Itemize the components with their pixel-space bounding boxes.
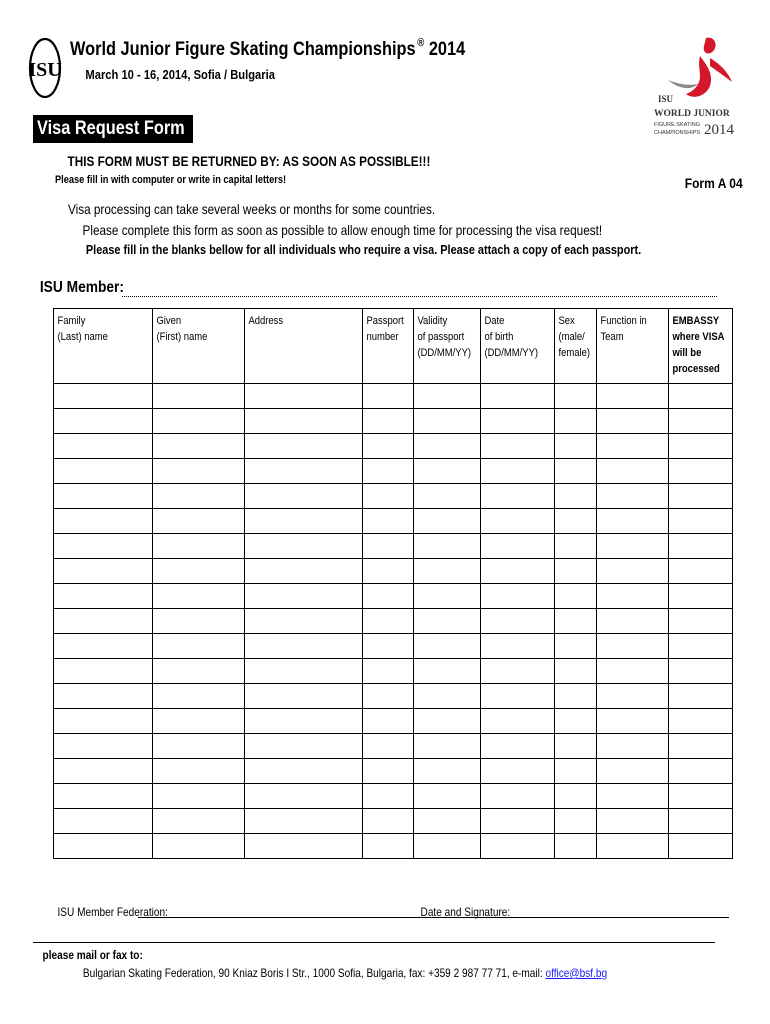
table-row [54,834,733,859]
table-cell[interactable] [414,534,481,559]
table-cell[interactable] [555,809,597,834]
table-row [54,559,733,584]
table-cell[interactable] [363,534,414,559]
table-cell[interactable] [669,384,733,409]
table-cell[interactable] [54,709,153,734]
table-cell[interactable] [481,734,555,759]
table-cell[interactable] [363,409,414,434]
table-cell[interactable] [54,484,153,509]
info-paragraph-2: Please complete this form as soon as possible to allow enough time for processing the visa request! [82,222,603,238]
table-cell[interactable] [54,559,153,584]
table-cell[interactable] [54,809,153,834]
table-cell[interactable] [245,409,363,434]
table-cell[interactable] [363,809,414,834]
col-sex [555,309,597,384]
table-cell[interactable] [153,484,245,509]
table-body [54,384,733,859]
table-cell[interactable] [245,759,363,784]
col-given-name-label: Given (First) name [156,315,208,343]
event-logo-year: 2014 [704,122,734,138]
table-cell[interactable] [597,784,669,809]
isu-member-label: ISU Member: [39,279,124,296]
table-cell[interactable] [481,459,555,484]
table-cell[interactable] [597,609,669,634]
table-cell[interactable] [414,584,481,609]
table-cell[interactable] [597,484,669,509]
championship-dates: March 10 - 16, 2014, Sofia / Bulgaria [85,67,275,82]
table-cell[interactable] [54,459,153,484]
table-cell[interactable] [153,534,245,559]
table-cell[interactable] [669,684,733,709]
form-code: Form A 04 [684,175,743,191]
table-cell[interactable] [669,809,733,834]
table-cell[interactable] [153,609,245,634]
table-cell[interactable] [669,709,733,734]
col-family-name [54,309,153,384]
date-signature-field[interactable] [392,917,729,918]
form-title-text: Visa Request Form [37,118,185,139]
table-cell[interactable] [481,634,555,659]
table-cell[interactable] [245,559,363,584]
table-cell[interactable] [245,659,363,684]
table-cell[interactable] [153,584,245,609]
info-paragraph-3: Please fill in the blanks bellow for all individuals who require a visa. Please attach a copy of each passport. [85,242,642,257]
table-cell[interactable] [669,784,733,809]
table-row [54,434,733,459]
table-cell[interactable] [481,409,555,434]
table-cell[interactable] [669,759,733,784]
table-cell[interactable] [54,609,153,634]
event-logo-isu-mark: ISU [658,94,674,104]
table-cell[interactable] [669,734,733,759]
table-cell[interactable] [669,609,733,634]
table-cell[interactable] [669,834,733,859]
event-logo-line2: FIGURE SKATING [654,122,701,128]
table-cell[interactable] [481,609,555,634]
table-cell[interactable] [555,384,597,409]
table-cell[interactable] [597,834,669,859]
table-row [54,509,733,534]
table-cell[interactable] [669,584,733,609]
table-cell[interactable] [54,534,153,559]
skater-head-shape [704,38,716,54]
mail-label: please mail or fax to: [42,948,143,962]
col-address-label: Address [248,315,284,327]
table-cell[interactable] [54,834,153,859]
table-cell[interactable] [245,534,363,559]
table-cell[interactable] [414,609,481,634]
col-function-label: Function in Team [600,315,647,343]
col-sex-label: Sex (male/ female) [558,315,591,359]
table-cell[interactable] [555,584,597,609]
table-cell[interactable] [669,509,733,534]
table-cell[interactable] [669,659,733,684]
table-cell[interactable] [245,484,363,509]
table-cell[interactable] [555,459,597,484]
table-cell[interactable] [363,484,414,509]
table-cell[interactable] [153,734,245,759]
table-cell[interactable] [414,734,481,759]
col-family-name-label: Family (Last) name [57,315,108,343]
table-cell[interactable] [245,384,363,409]
table-cell[interactable] [245,459,363,484]
table-cell[interactable] [245,434,363,459]
table-cell[interactable] [597,534,669,559]
table-cell[interactable] [481,534,555,559]
table-cell[interactable] [414,559,481,584]
info-paragraph-1: Visa processing can take several weeks or months for some countries. [67,201,436,217]
table-cell[interactable] [481,434,555,459]
event-logo [648,34,740,142]
col-passport-number [363,309,414,384]
federation-field[interactable] [138,917,392,918]
table-cell[interactable] [363,509,414,534]
table-cell[interactable] [54,759,153,784]
table-cell[interactable] [555,634,597,659]
table-cell[interactable] [414,684,481,709]
table-cell[interactable] [363,834,414,859]
table-cell[interactable] [597,659,669,684]
skater-body-shape [686,56,711,97]
table-cell[interactable] [153,759,245,784]
table-cell[interactable] [54,584,153,609]
table-cell[interactable] [153,809,245,834]
table-cell[interactable] [245,509,363,534]
table-cell[interactable] [481,784,555,809]
table-cell[interactable] [481,809,555,834]
table-cell[interactable] [597,684,669,709]
table-cell[interactable] [54,659,153,684]
visa-request-table [53,308,733,859]
table-cell[interactable] [555,834,597,859]
table-cell[interactable] [481,509,555,534]
table-cell[interactable] [245,634,363,659]
table-cell[interactable] [555,784,597,809]
table-cell[interactable] [363,784,414,809]
table-cell[interactable] [54,784,153,809]
table-cell[interactable] [597,384,669,409]
table-cell[interactable] [597,759,669,784]
championship-title [70,37,465,61]
table-cell[interactable] [597,809,669,834]
table-cell[interactable] [153,834,245,859]
col-function [597,309,669,384]
table-row [54,634,733,659]
federation-label: ISU Member Federation: [57,905,168,919]
table-cell[interactable] [414,834,481,859]
col-embassy [669,309,733,384]
table-cell[interactable] [414,784,481,809]
table-cell[interactable] [363,459,414,484]
isu-logo-letters: ISU [28,59,62,81]
table-cell[interactable] [153,459,245,484]
return-deadline: THIS FORM MUST BE RETURNED BY: AS SOON AS POSSIBLE!!! [67,153,431,169]
table-cell[interactable] [555,434,597,459]
table-row [54,584,733,609]
fill-instruction: Please fill in with computer or write in capital letters! [55,174,287,186]
championship-year: 2014 [424,39,466,60]
table-cell[interactable] [363,434,414,459]
table-cell[interactable] [555,759,597,784]
table-cell[interactable] [481,659,555,684]
table-row [54,534,733,559]
table-cell[interactable] [245,684,363,709]
isu-member-field[interactable] [122,296,717,297]
table-cell[interactable] [414,759,481,784]
table-cell[interactable] [153,709,245,734]
event-logo-line1: WORLD JUNIOR [654,109,730,119]
table-cell[interactable] [414,384,481,409]
table-cell[interactable] [481,584,555,609]
table-header-row [54,309,733,384]
table-cell[interactable] [363,759,414,784]
table-cell[interactable] [414,434,481,459]
table-cell[interactable] [597,559,669,584]
date-signature-label: Date and Signature: [420,905,511,919]
table-row [54,684,733,709]
table-cell[interactable] [669,634,733,659]
table-cell[interactable] [245,784,363,809]
table-cell[interactable] [414,509,481,534]
table-row [54,809,733,834]
footer-divider [33,942,715,943]
table-cell[interactable] [153,634,245,659]
table-cell[interactable] [555,509,597,534]
table-cell[interactable] [481,484,555,509]
table-row [54,709,733,734]
table-cell[interactable] [245,609,363,634]
table-cell[interactable] [669,409,733,434]
table-row [54,409,733,434]
table-cell[interactable] [54,734,153,759]
table-cell[interactable] [363,384,414,409]
table-cell[interactable] [414,659,481,684]
event-logo-line3: CHAMPIONSHIPS [654,130,701,136]
table-row [54,484,733,509]
registered-mark: ® [417,37,425,49]
table-cell[interactable] [555,659,597,684]
table-cell[interactable] [555,609,597,634]
table-cell[interactable] [481,559,555,584]
table-row [54,784,733,809]
table-cell[interactable] [669,484,733,509]
table-cell[interactable] [153,409,245,434]
table-cell[interactable] [363,659,414,684]
table-cell[interactable] [481,834,555,859]
table-cell[interactable] [54,634,153,659]
table-cell[interactable] [481,384,555,409]
table-cell[interactable] [414,634,481,659]
table-cell[interactable] [363,609,414,634]
mailing-address [83,966,607,980]
table-cell[interactable] [153,509,245,534]
col-address [245,309,363,384]
table-cell[interactable] [363,584,414,609]
mailing-address-text: Bulgarian Skating Federation, 90 Kniaz Boris I Str., 1000 Sofia, Bulgaria, fax: +359 2 987 77 71, e-mail: [82,966,546,980]
table-cell[interactable] [555,684,597,709]
table-cell[interactable] [597,409,669,434]
form-title [33,115,193,143]
col-given-name [153,309,245,384]
table-cell[interactable] [153,384,245,409]
table-cell[interactable] [414,459,481,484]
championship-title-text: World Junior Figure Skating Championships [70,39,416,60]
table-cell[interactable] [555,709,597,734]
table-cell[interactable] [414,409,481,434]
col-date-of-birth [481,309,555,384]
table-cell[interactable] [414,484,481,509]
table-cell[interactable] [245,834,363,859]
table-cell[interactable] [597,634,669,659]
table-cell[interactable] [153,784,245,809]
table-row [54,384,733,409]
table-cell[interactable] [245,584,363,609]
skater-swoosh-shape [668,80,698,88]
table-cell[interactable] [555,559,597,584]
col-passport-validity-label: Validity of passport (DD/MM/YY) [417,315,472,359]
table-row [54,659,733,684]
table-cell[interactable] [597,734,669,759]
table-cell[interactable] [597,709,669,734]
table-row [54,609,733,634]
table-cell[interactable] [597,459,669,484]
table-cell[interactable] [481,684,555,709]
col-embassy-label: EMBASSY where VISA will be processed [672,315,725,375]
table-cell[interactable] [153,434,245,459]
skater-arm-shape [710,58,732,82]
table-cell[interactable] [245,734,363,759]
table-cell[interactable] [363,684,414,709]
table-cell[interactable] [153,684,245,709]
table-cell[interactable] [597,509,669,534]
table-cell[interactable] [555,734,597,759]
email-link[interactable]: office@bsf.bg [545,966,608,980]
table-cell[interactable] [555,409,597,434]
table-cell[interactable] [245,809,363,834]
table-cell[interactable] [481,759,555,784]
table-cell[interactable] [363,559,414,584]
table-cell[interactable] [669,559,733,584]
table-cell[interactable] [54,409,153,434]
table-cell[interactable] [54,684,153,709]
table-cell[interactable] [481,709,555,734]
table-cell[interactable] [669,434,733,459]
table-cell[interactable] [153,559,245,584]
table-cell[interactable] [245,709,363,734]
table-cell[interactable] [597,434,669,459]
col-date-of-birth-label: Date of birth (DD/MM/YY) [484,315,539,359]
table-cell[interactable] [555,534,597,559]
table-cell[interactable] [153,659,245,684]
table-cell[interactable] [54,509,153,534]
table-row [54,759,733,784]
table-cell[interactable] [363,634,414,659]
col-passport-validity [414,309,481,384]
table-cell[interactable] [555,484,597,509]
table-cell[interactable] [669,459,733,484]
table-cell[interactable] [363,734,414,759]
isu-logo [28,36,62,100]
table-cell[interactable] [54,434,153,459]
table-row [54,734,733,759]
col-passport-number-label: Passport number [366,315,404,343]
table-cell[interactable] [414,709,481,734]
table-cell[interactable] [363,709,414,734]
table-cell[interactable] [597,584,669,609]
table-cell[interactable] [414,809,481,834]
table-cell[interactable] [669,534,733,559]
table-row [54,459,733,484]
table-cell[interactable] [54,384,153,409]
